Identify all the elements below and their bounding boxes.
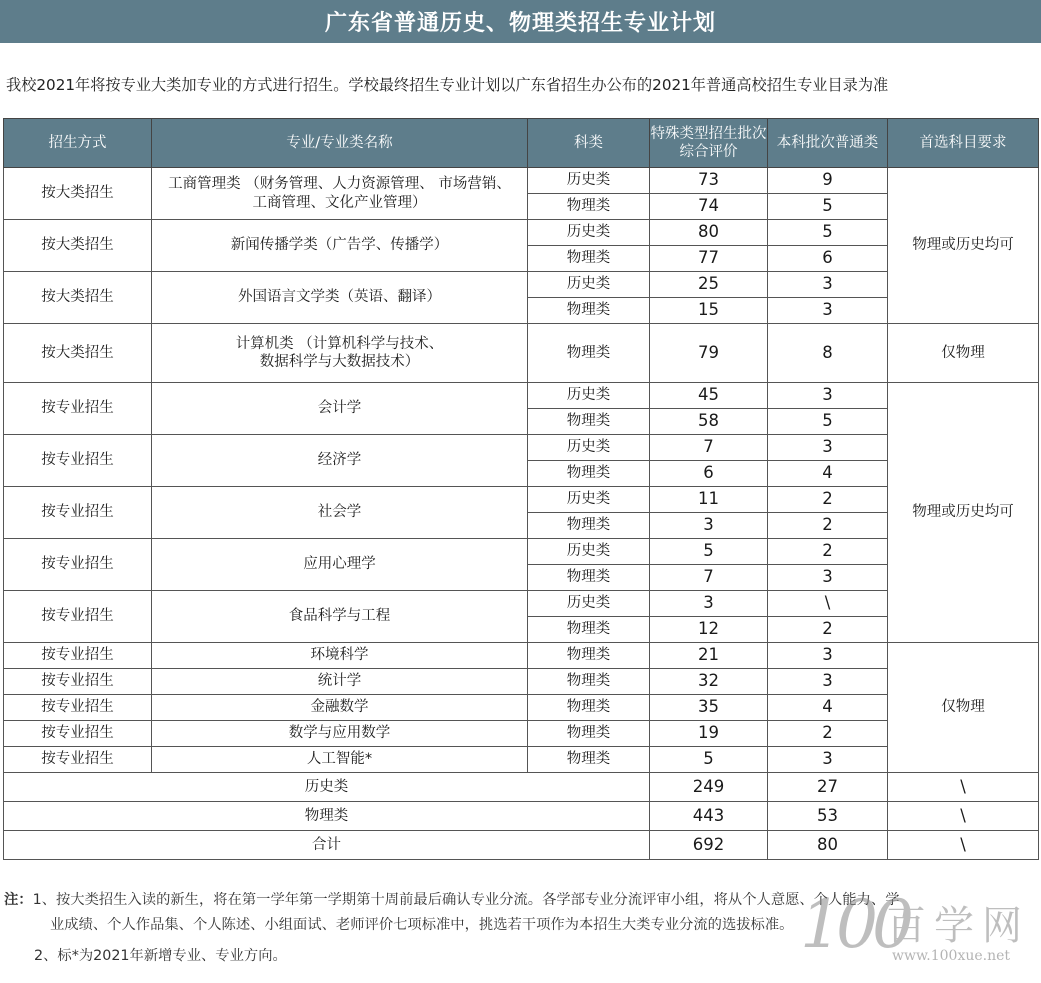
special-count: 79 xyxy=(650,324,768,383)
category-cell: 物理类 xyxy=(528,246,650,272)
category-cell: 物理类 xyxy=(528,565,650,591)
header-subject: 首选科目要求 xyxy=(888,119,1039,168)
table-row xyxy=(4,721,1039,747)
category-cell: 历史类 xyxy=(528,272,650,298)
total-subject: \ xyxy=(888,773,1039,802)
total-regular: 53 xyxy=(768,802,888,831)
table-row xyxy=(4,747,1039,773)
watermark-logo-mark: 100 xyxy=(800,886,908,963)
header-category: 科类 xyxy=(528,119,650,168)
major-cell: 新闻传播学类（广告学、传播学） xyxy=(152,220,528,272)
special-count: 6 xyxy=(650,461,768,487)
watermark-url: www.100xue.net xyxy=(892,948,1011,964)
regular-count: 3 xyxy=(768,272,888,298)
subject-requirement: 物理或历史均可 xyxy=(888,383,1039,643)
regular-count: 2 xyxy=(768,487,888,513)
category-cell: 历史类 xyxy=(528,168,650,194)
regular-count: 5 xyxy=(768,409,888,435)
major-cell: 金融数学 xyxy=(152,695,528,721)
major-cell: 食品科学与工程 xyxy=(152,591,528,643)
table-row xyxy=(4,220,1039,246)
major-cell: 经济学 xyxy=(152,435,528,487)
total-special: 692 xyxy=(650,831,768,860)
notes xyxy=(4,888,1034,969)
total-subject: \ xyxy=(888,802,1039,831)
method-cell: 按专业招生 xyxy=(4,383,152,435)
category-cell: 历史类 xyxy=(528,591,650,617)
major-cell: 统计学 xyxy=(152,669,528,695)
subject-requirement: 物理或历史均可 xyxy=(888,168,1039,324)
note-text: 1、按大类招生入读的新生，将在第一学年第一学期第十周前最后确认专业分流。各学部专业分流评审小组，将从个人意愿、个人能力、学 xyxy=(32,892,900,908)
regular-count: 8 xyxy=(768,324,888,383)
note-line-2: 业成绩、个人作品集、个人陈述、小组面试、老师评价七项标准中，挑选若干项作为本招生大类专业分流的选拔标准。 xyxy=(50,917,794,933)
category-cell: 历史类 xyxy=(528,383,650,409)
total-row xyxy=(4,773,1039,802)
method-cell: 按大类招生 xyxy=(4,220,152,272)
table-row xyxy=(4,324,1039,383)
table-row xyxy=(4,383,1039,409)
header-regular: 本科批次普通类 xyxy=(768,119,888,168)
table-row xyxy=(4,539,1039,565)
total-label: 合计 xyxy=(4,831,650,860)
intro-text: 我校2021年将按专业大类加专业的方式进行招生。学校最终招生专业计划以广东省招生办公布的2021年普通高校招生专业目录为准 xyxy=(6,76,889,94)
table-row xyxy=(4,669,1039,695)
subject-requirement: 仅物理 xyxy=(888,643,1039,773)
table-row xyxy=(4,272,1039,298)
total-label: 历史类 xyxy=(4,773,650,802)
table-row xyxy=(4,695,1039,721)
regular-count: 3 xyxy=(768,435,888,461)
total-label: 物理类 xyxy=(4,802,650,831)
major-cell: 应用心理学 xyxy=(152,539,528,591)
major-cell: 人工智能* xyxy=(152,747,528,773)
method-cell: 按专业招生 xyxy=(4,487,152,539)
category-cell: 物理类 xyxy=(528,513,650,539)
special-count: 32 xyxy=(650,669,768,695)
regular-count: 3 xyxy=(768,298,888,324)
regular-count: 2 xyxy=(768,617,888,643)
major-cell: 社会学 xyxy=(152,487,528,539)
method-cell: 按专业招生 xyxy=(4,695,152,721)
category-cell: 物理类 xyxy=(528,617,650,643)
watermark-site-name: 百学网 xyxy=(886,903,1030,949)
special-count: 58 xyxy=(650,409,768,435)
regular-count: 5 xyxy=(768,220,888,246)
special-count: 35 xyxy=(650,695,768,721)
category-cell: 物理类 xyxy=(528,695,650,721)
special-count: 73 xyxy=(650,168,768,194)
special-count: 7 xyxy=(650,435,768,461)
major-line: 工商管理类 （财务管理、人力资源管理、 市场营销、 xyxy=(168,176,511,193)
method-cell: 按大类招生 xyxy=(4,272,152,324)
table-header-row xyxy=(4,119,1039,168)
total-regular: 80 xyxy=(768,831,888,860)
total-subject: \ xyxy=(888,831,1039,860)
page-title: 广东省普通历史、物理类招生专业计划 xyxy=(0,0,1041,43)
special-count: 11 xyxy=(650,487,768,513)
regular-count: 4 xyxy=(768,461,888,487)
total-row xyxy=(4,802,1039,831)
regular-count: 3 xyxy=(768,565,888,591)
regular-count: 9 xyxy=(768,168,888,194)
major-line: 数据科学与大数据技术） xyxy=(259,354,420,370)
special-count: 5 xyxy=(650,539,768,565)
regular-count: 3 xyxy=(768,669,888,695)
category-cell: 物理类 xyxy=(528,324,650,383)
special-count: 7 xyxy=(650,565,768,591)
table-row xyxy=(4,487,1039,513)
special-count: 3 xyxy=(650,591,768,617)
table-row xyxy=(4,591,1039,617)
method-cell: 按专业招生 xyxy=(4,643,152,669)
total-regular: 27 xyxy=(768,773,888,802)
special-count: 74 xyxy=(650,194,768,220)
regular-count: 3 xyxy=(768,383,888,409)
note-line-3: 2、标*为2021年新增专业、专业方向。 xyxy=(34,948,287,964)
method-cell: 按大类招生 xyxy=(4,324,152,383)
method-cell: 按专业招生 xyxy=(4,539,152,591)
regular-count: 3 xyxy=(768,747,888,773)
major-cell: 环境科学 xyxy=(152,643,528,669)
total-row xyxy=(4,831,1039,860)
note-label: 注： xyxy=(4,892,33,908)
method-cell: 按专业招生 xyxy=(4,435,152,487)
category-cell: 物理类 xyxy=(528,669,650,695)
regular-count: 6 xyxy=(768,246,888,272)
regular-count: 3 xyxy=(768,643,888,669)
regular-count: 4 xyxy=(768,695,888,721)
category-cell: 物理类 xyxy=(528,194,650,220)
regular-count: 2 xyxy=(768,513,888,539)
header-special: 特殊类型招生批次综合评价 xyxy=(650,119,768,168)
special-count: 5 xyxy=(650,747,768,773)
note-line-1 xyxy=(4,888,1034,913)
major-cell: 数学与应用数学 xyxy=(152,721,528,747)
regular-count: 2 xyxy=(768,539,888,565)
subject-requirement: 仅物理 xyxy=(888,324,1039,383)
total-special: 443 xyxy=(650,802,768,831)
special-count: 80 xyxy=(650,220,768,246)
regular-count: 2 xyxy=(768,721,888,747)
major-cell: 会计学 xyxy=(152,383,528,435)
table-row xyxy=(4,168,1039,194)
method-cell: 按专业招生 xyxy=(4,591,152,643)
major-cell xyxy=(152,324,528,383)
method-cell: 按专业招生 xyxy=(4,669,152,695)
method-cell: 按专业招生 xyxy=(4,721,152,747)
category-cell: 历史类 xyxy=(528,539,650,565)
header-method: 招生方式 xyxy=(4,119,152,168)
special-count: 19 xyxy=(650,721,768,747)
category-cell: 物理类 xyxy=(528,643,650,669)
major-line: 计算机类 （计算机科学与技术、 xyxy=(235,335,444,352)
table-row xyxy=(4,435,1039,461)
special-count: 15 xyxy=(650,298,768,324)
special-count: 77 xyxy=(650,246,768,272)
category-cell: 物理类 xyxy=(528,461,650,487)
special-count: 25 xyxy=(650,272,768,298)
major-cell xyxy=(152,168,528,220)
category-cell: 历史类 xyxy=(528,220,650,246)
category-cell: 历史类 xyxy=(528,435,650,461)
category-cell: 物理类 xyxy=(528,721,650,747)
header-major: 专业/专业类名称 xyxy=(152,119,528,168)
category-cell: 物理类 xyxy=(528,298,650,324)
special-count: 3 xyxy=(650,513,768,539)
major-cell: 外国语言文学类（英语、翻译） xyxy=(152,272,528,324)
category-cell: 物理类 xyxy=(528,409,650,435)
table-row xyxy=(4,643,1039,669)
total-special: 249 xyxy=(650,773,768,802)
special-count: 21 xyxy=(650,643,768,669)
category-cell: 历史类 xyxy=(528,487,650,513)
special-count: 12 xyxy=(650,617,768,643)
category-cell: 物理类 xyxy=(528,747,650,773)
method-cell: 按大类招生 xyxy=(4,168,152,220)
enrollment-plan-table xyxy=(3,118,1039,860)
regular-count: 5 xyxy=(768,194,888,220)
method-cell: 按专业招生 xyxy=(4,747,152,773)
special-count: 45 xyxy=(650,383,768,409)
major-line: 工商管理、文化产业管理） xyxy=(252,194,427,211)
regular-count: \ xyxy=(768,591,888,617)
